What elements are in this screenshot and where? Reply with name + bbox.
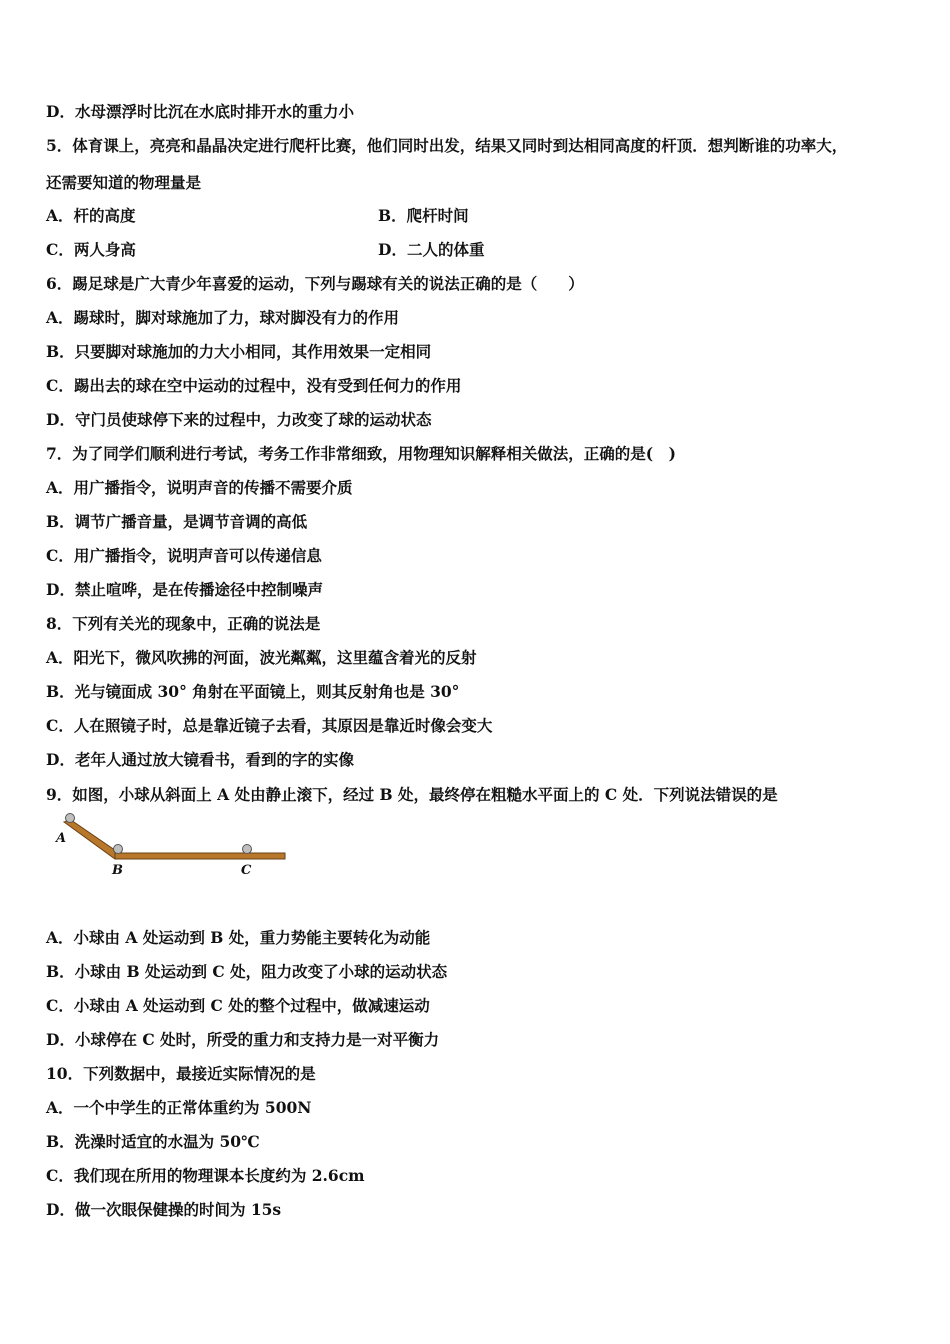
question-10-option-c: C．我们现在所用的物理课本长度约为 2.6cm (46, 1166, 365, 1185)
question-10-option-b: B．洗澡时适宜的水温为 50℃ (46, 1132, 260, 1151)
question-8-option-b: B．光与镜面成 30° 角射在平面镜上，则其反射角也是 30° (46, 682, 460, 701)
question-6-option-d: D．守门员使球停下来的过程中，力改变了球的运动状态 (46, 410, 432, 429)
question-9-option-d: D．小球停在 C 处时，所受的重力和支持力是一对平衡力 (46, 1030, 440, 1049)
question-9-stem: 9．如图，小球从斜面上 A 处由静止滚下，经过 B 处，最终停在粗糙水平面上的 C 处．下列说法错误的是 (46, 785, 778, 804)
question-5-option-c: C．两人身高 (46, 240, 136, 259)
label-c: C (241, 863, 252, 878)
question-8-stem: 8．下列有关光的现象中，正确的说法是 (46, 614, 321, 633)
horizontal-surface (115, 853, 285, 859)
question-6-stem: 6．踢足球是广大青少年喜爱的运动，下列与踢球有关的说法正确的是（ ） (46, 274, 584, 293)
incline-track-diagram (50, 812, 290, 880)
ball-a (66, 814, 75, 823)
question-8-option-d: D．老年人通过放大镜看书，看到的字的实像 (46, 750, 354, 769)
question-9-option-c: C．小球由 A 处运动到 C 处的整个过程中，做减速运动 (46, 996, 430, 1015)
question-7-option-d: D．禁止喧哗，是在传播途径中控制噪声 (46, 580, 323, 599)
question-9-option-a: A．小球由 A 处运动到 B 处，重力势能主要转化为动能 (46, 928, 431, 947)
question-5-stem-continued: 还需要知道的物理量是 (46, 173, 202, 192)
question-9-option-b: B．小球由 B 处运动到 C 处，阻力改变了小球的运动状态 (46, 962, 448, 981)
question-5-option-a: A．杆的高度 (46, 206, 136, 225)
incline-slope (64, 820, 122, 859)
question-5-stem: 5．体育课上，亮亮和晶晶决定进行爬杆比赛，他们同时出发，结果又同时到达相同高度的杆顶．想判断谁的功率大， (46, 136, 848, 155)
label-b: B (112, 863, 123, 878)
question-7-stem: 7．为了同学们顺利进行考试，考务工作非常细致，用物理知识解释相关做法，正确的是( ) (46, 444, 676, 463)
label-a: A (56, 831, 67, 846)
question-8-option-c: C．人在照镜子时，总是靠近镜子去看，其原因是靠近时像会变大 (46, 716, 493, 735)
question-6-option-c: C．踢出去的球在空中运动的过程中，没有受到任何力的作用 (46, 376, 462, 395)
question-7-option-a: A．用广播指令，说明声音的传播不需要介质 (46, 478, 353, 497)
question-6-option-b: B．只要脚对球施加的力大小相同，其作用效果一定相同 (46, 342, 432, 361)
question-8-option-a: A．阳光下，微风吹拂的河面，波光粼粼，这里蕴含着光的反射 (46, 648, 477, 667)
ball-b (114, 845, 123, 854)
question-10-option-a: A．一个中学生的正常体重约为 500N (46, 1098, 312, 1117)
question-4-option-d: D．水母漂浮时比沉在水底时排开水的重力小 (46, 102, 354, 121)
question-10-option-d: D．做一次眼保健操的时间为 15s (46, 1200, 282, 1219)
incline-ball-figure (50, 812, 290, 880)
question-5-option-d: D．二人的体重 (378, 240, 485, 259)
question-7-option-b: B．调节广播音量，是调节音调的高低 (46, 512, 308, 531)
question-10-stem: 10．下列数据中，最接近实际情况的是 (46, 1064, 316, 1083)
question-5-option-b: B．爬杆时间 (378, 206, 469, 225)
question-7-option-c: C．用广播指令，说明声音可以传递信息 (46, 546, 322, 565)
question-6-option-a: A．踢球时，脚对球施加了力，球对脚没有力的作用 (46, 308, 400, 327)
ball-c (243, 845, 252, 854)
